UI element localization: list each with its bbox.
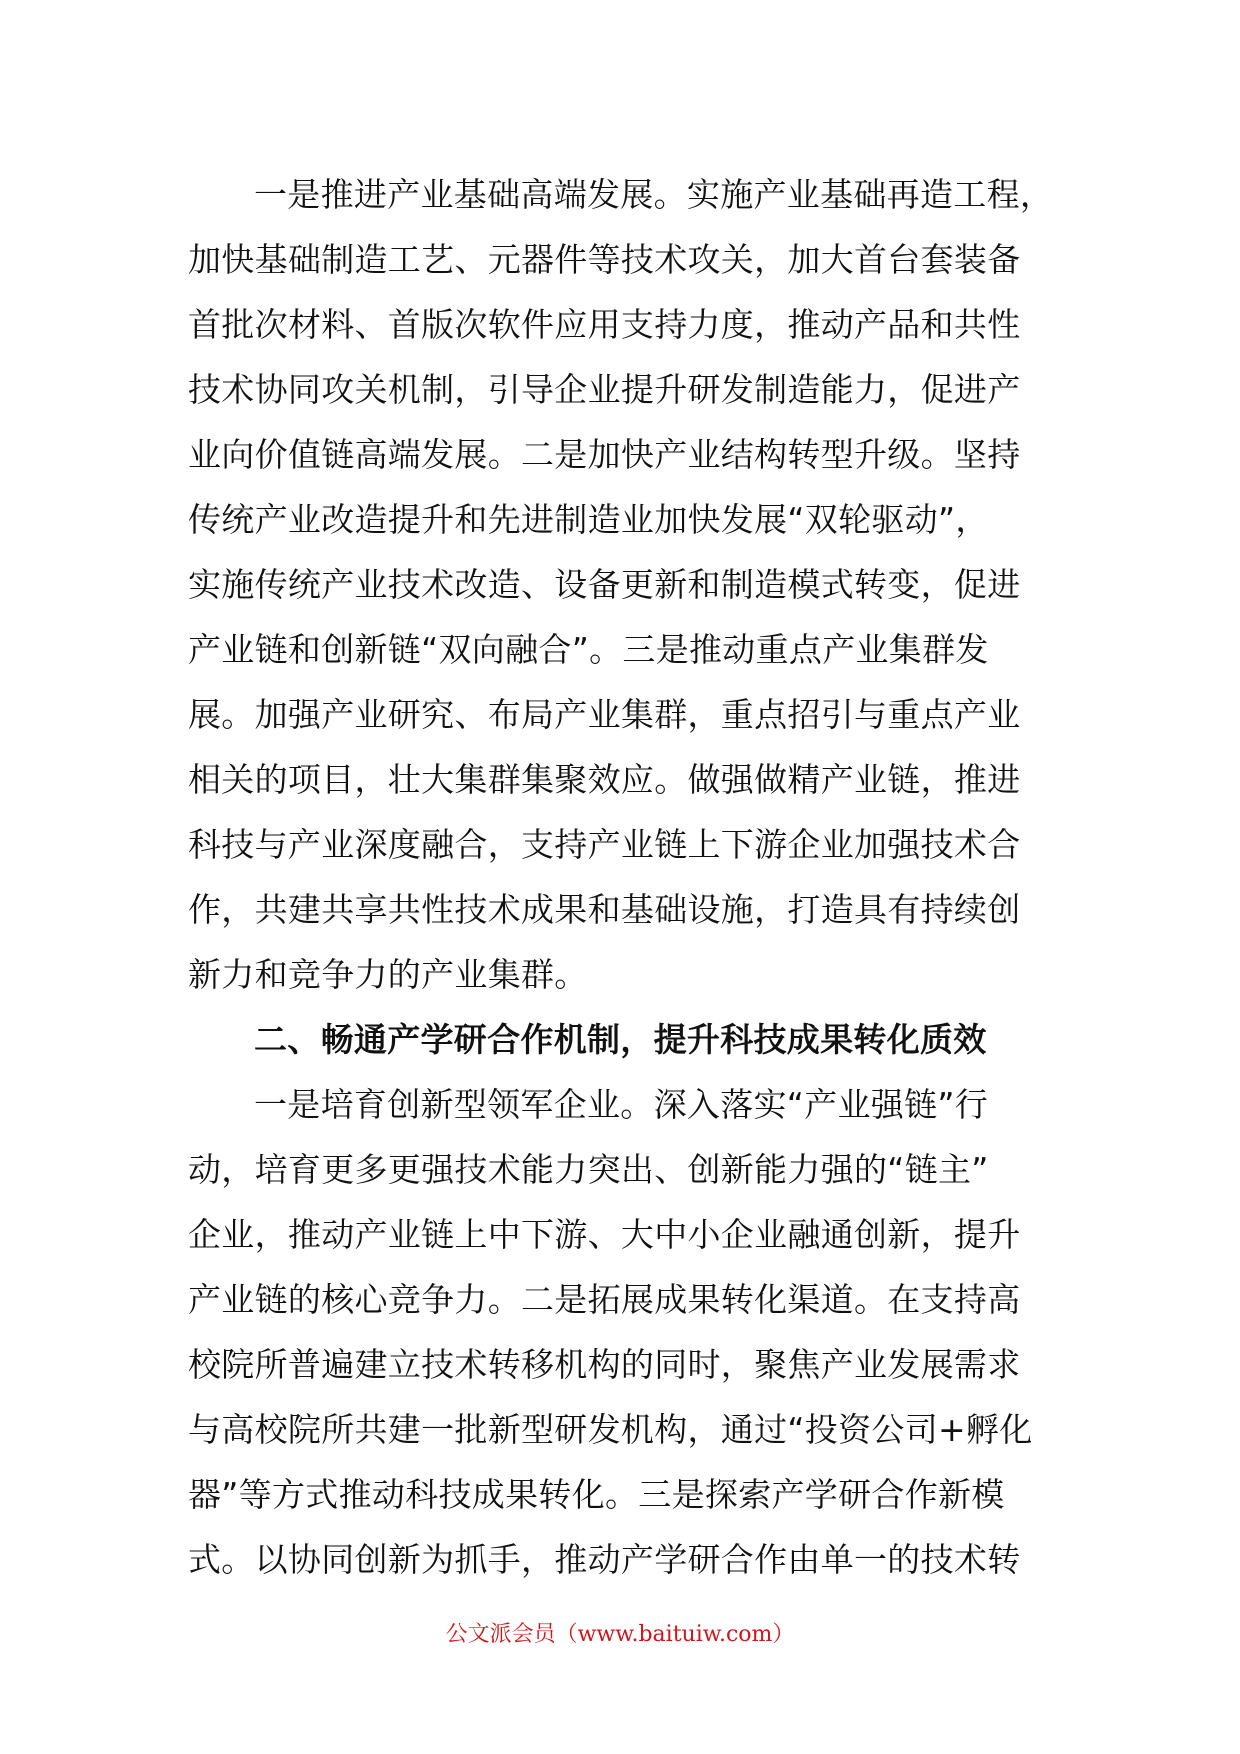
footer-watermark-link[interactable]: 公文派会员（www.baituiw.com）	[445, 1622, 795, 1647]
paragraph-1-line: 技术协同攻关机制，引导企业提升研发制造能力，促进产	[188, 370, 1021, 409]
paragraph-2-line: 动，培育更多更强技术能力突出、创新能力强的“链主”	[188, 1150, 989, 1189]
paragraph-2-line: 式。以协同创新为抓手，推动产学研合作由单一的技术转	[188, 1540, 1021, 1579]
paragraph-1-line: 首批次材料、首版次软件应用支持力度，推动产品和共性	[188, 305, 1021, 344]
paragraph-2-line: 器”等方式推动科技成果转化。三是探索产学研合作新模	[188, 1475, 1005, 1514]
paragraph-1-line: 展。加强产业研究、布局产业集群，重点招引与重点产业	[188, 695, 1021, 734]
paragraph-1-line: 产业链和创新链“双向融合”。三是推动重点产业集群发	[188, 630, 989, 669]
paragraph-1-line: 相关的项目，壮大集群集聚效应。做强做精产业链，推进	[188, 760, 1021, 799]
paragraph-1-line: 科技与产业深度融合，支持产业链上下游企业加强技术合	[188, 825, 1021, 864]
paragraph-1-line: 传统产业改造提升和先进制造业加快发展“双轮驱动”，	[188, 500, 989, 539]
section-heading: 二、畅通产学研合作机制，提升科技成果转化质效	[254, 1020, 987, 1059]
paragraph-2-line: 与高校院所共建一批新型研发机构，通过“投资公司+孵化	[188, 1410, 1033, 1449]
paragraph-1-line: 作，共建共享共性技术成果和基础设施，打造具有持续创	[188, 890, 1021, 929]
paragraph-1-line: 新力和竞争力的产业集群。	[188, 955, 588, 994]
paragraph-1-line: 实施传统产业技术改造、设备更新和制造模式转变，促进	[188, 565, 1021, 604]
paragraph-1-line: 业向价值链高端发展。二是加快产业结构转型升级。坚持	[188, 435, 1021, 474]
paragraph-2-line: 企业，推动产业链上中下游、大中小企业融通创新，提升	[188, 1215, 1021, 1254]
paragraph-2-line: 一是培育创新型领军企业。深入落实“产业强链”行	[254, 1085, 989, 1124]
paragraph-2-line: 校院所普遍建立技术转移机构的同时，聚焦产业发展需求	[188, 1345, 1021, 1384]
document-body	[188, 162, 1062, 1592]
paragraph-1-line: 一是推进产业基础高端发展。实施产业基础再造工程，	[254, 175, 1054, 214]
paragraph-1-line: 加快基础制造工艺、元器件等技术攻关，加大首台套装备	[188, 240, 1021, 279]
paragraph-2-line: 产业链的核心竞争力。二是拓展成果转化渠道。在支持高	[188, 1280, 1021, 1319]
